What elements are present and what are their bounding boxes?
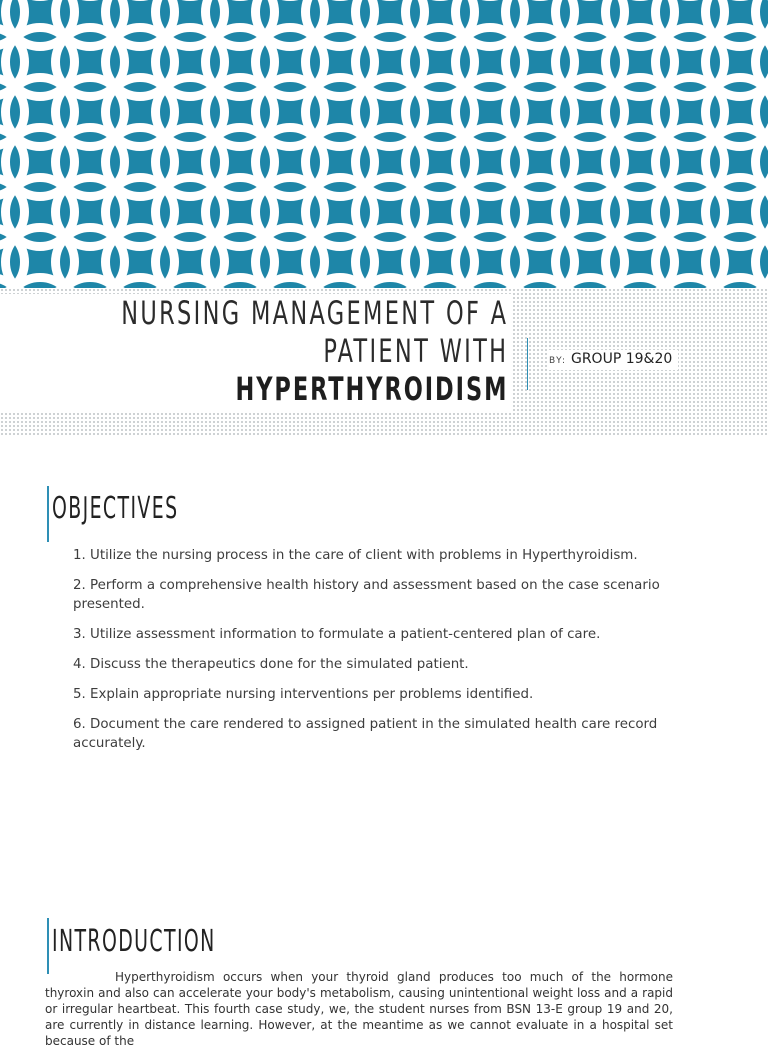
presentation-title [0,294,512,412]
list-item: 4. Discuss the therapeutics done for the simulated patient. [73,657,469,672]
circle-lattice-pattern [0,0,768,288]
objectives-slide [0,436,768,888]
byline-prefix: BY: [549,356,567,366]
title-line-3: HYPERTHYROIDISM [235,370,509,408]
list-item: 6. Document the care rendered to assigned patient in the simulated health care record accurately. [73,717,658,751]
introduction-slide [0,888,768,1048]
objectives-list [73,546,675,764]
title-line-1: NURSING MANAGEMENT OF A [120,294,508,332]
byline-group: GROUP 19&20 [570,351,673,367]
heading-accent-bar [47,486,49,542]
introduction-paragraph: Hyperthyroidism occurs when your thyroid gland produces too much of the hormone thyroxin and also can accelerate your body's metabolism, causing unintentional weight loss and a rapid or irregular heartbeat. This fourth case study, we, the student nurses from BSN 13-E group 19 and 20, are currently in distance learning. However, at the meantime as we cannot evaluate in a hospital set because of the [45,970,673,1048]
list-item: 2. Perform a comprehensive health history and assessment based on the case scenario presented. [73,578,660,612]
objectives-heading: OBJECTIVES [52,491,179,526]
title-divider [527,338,528,390]
introduction-heading: INTRODUCTION [52,924,216,959]
title-slide [0,0,768,436]
title-line-2: PATIENT WITH [322,332,508,370]
list-item: 1. Utilize the nursing process in the care of client with problems in Hyperthyroidism. [73,548,638,563]
list-item: 3. Utilize assessment information to formulate a patient-centered plan of care. [73,627,601,642]
list-item: 5. Explain appropriate nursing interventions per problems identified. [73,687,534,702]
byline [547,350,678,370]
heading-accent-bar [47,918,49,974]
